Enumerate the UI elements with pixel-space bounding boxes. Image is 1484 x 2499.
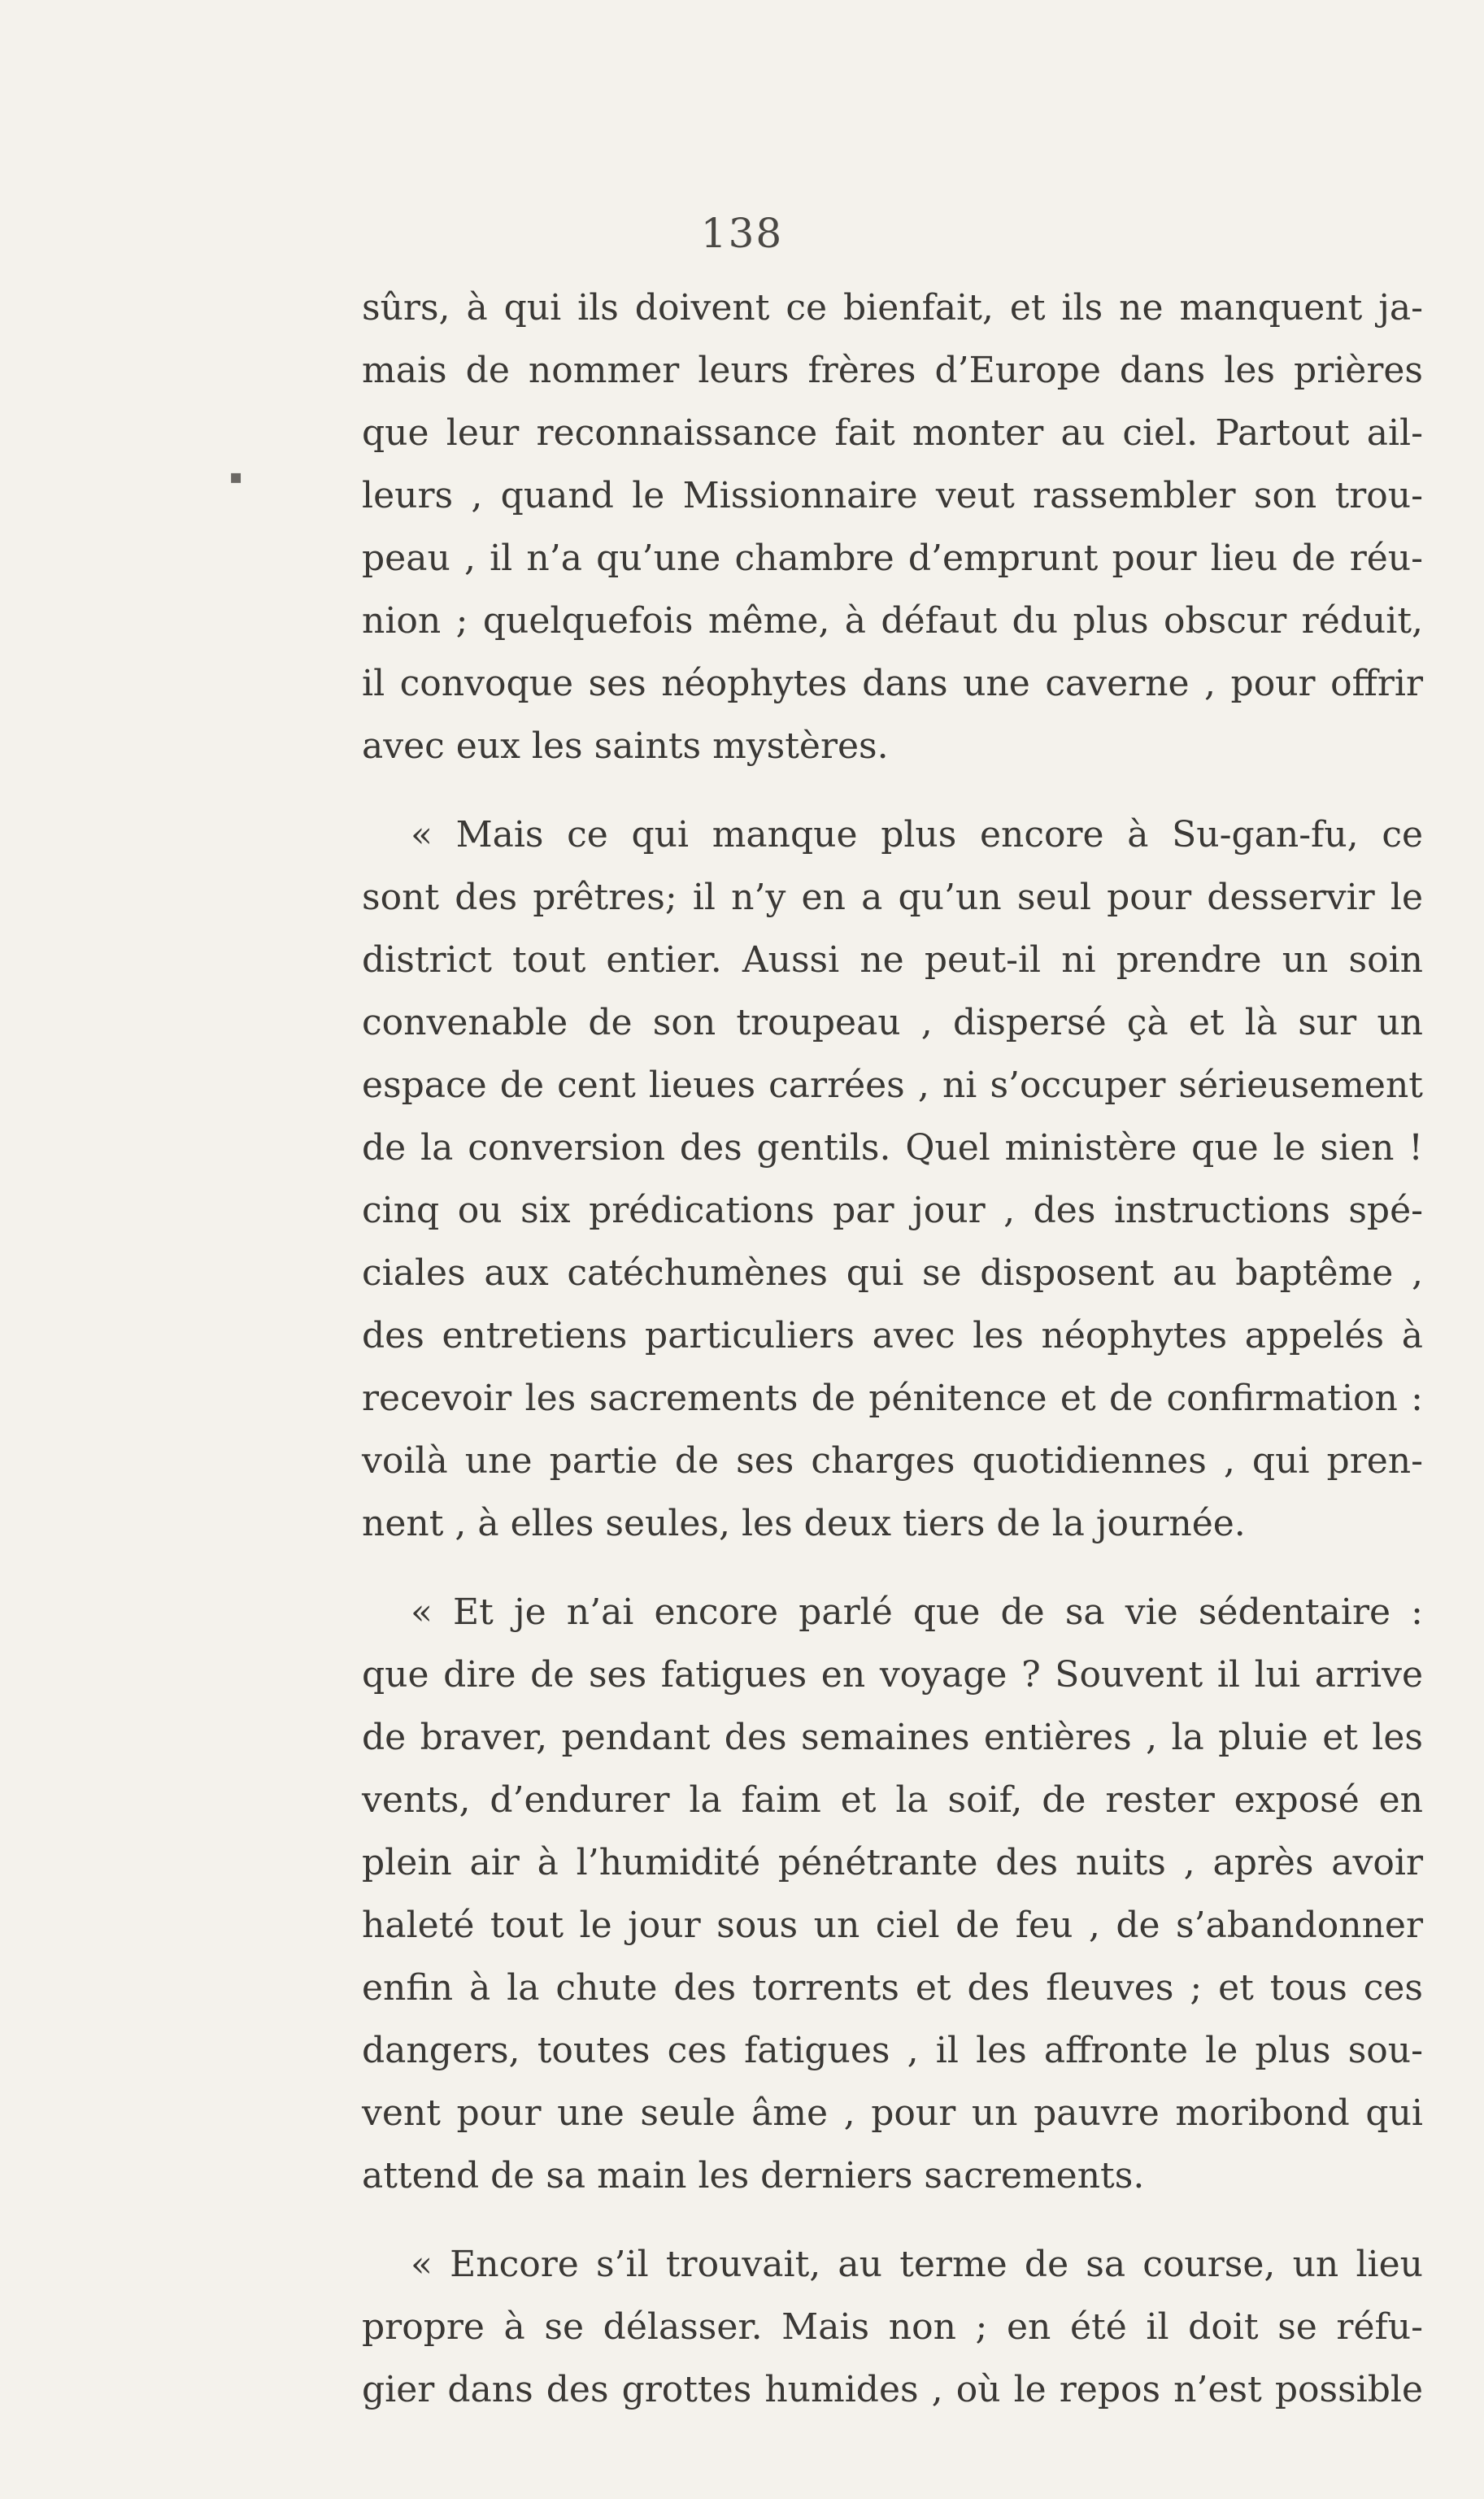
text-line: que leur reconnaissance fait monter au ciel. Partout ail- (362, 412, 1423, 454)
margin-mark: ▪ (229, 465, 243, 488)
text-line: des entretiens particuliers avec les néophytes appelés à (362, 1315, 1423, 1356)
text-line: « Encore s’il trouvait, au terme de sa course, un lieu (411, 2244, 1423, 2285)
text-line: mais de nommer leurs frères d’Europe dans les prières (362, 350, 1423, 391)
text-line: il convoque ses néophytes dans une caverne , pour offrir (362, 663, 1423, 704)
text-line: ciales aux catéchumènes qui se disposent au baptême , (362, 1252, 1423, 1294)
text-line: « Et je n’ai encore parlé que de sa vie sédentaire : (411, 1591, 1423, 1633)
text-line: « Mais ce qui manque plus encore à Su-gan-fu, ce (411, 814, 1423, 855)
text-line: convenable de son troupeau , dispersé çà et là sur un (362, 1002, 1423, 1043)
text-line: vents, d’endurer la faim et la soif, de rester exposé en (362, 1779, 1423, 1821)
text-line: sûrs, à qui ils doivent ce bienfait, et ils ne manquent ja- (362, 287, 1423, 329)
text-line: recevoir les sacrements de pénitence et de confirmation : (362, 1378, 1423, 1419)
text-line: nion ; quelquefois même, à défaut du plus obscur réduit, (362, 600, 1423, 642)
text-line: attend de sa main les derniers sacrements. (362, 2155, 1145, 2196)
text-line: haleté tout le jour sous un ciel de feu , de s’abandonner (362, 1905, 1423, 1946)
text-line: plein air à l’humidité pénétrante des nuits , après avoir (362, 1842, 1423, 1883)
text-line: district tout entier. Aussi ne peut-il ni prendre un soin (362, 939, 1423, 981)
text-line: avec eux les saints mystères. (362, 725, 889, 767)
text-line: de braver, pendant des semaines entières , la pluie et les (362, 1717, 1423, 1758)
text-line: vent pour une seule âme , pour un pauvre moribond qui (362, 2092, 1423, 2134)
paragraph (362, 803, 1423, 1555)
page-number: 138 (700, 210, 784, 257)
text-line: sont des prêtres; il n’y en a qu’un seul pour desservir le (362, 877, 1423, 918)
text-line: que dire de ses fatigues en voyage ? Souvent il lui arrive (362, 1654, 1423, 1696)
text-line: leurs , quand le Missionnaire veut rassembler son trou- (362, 475, 1423, 516)
text-line: gier dans des grottes humides , où le repos n’est possible (362, 2369, 1423, 2410)
paragraph (362, 1581, 1423, 2207)
paragraph (362, 276, 1423, 777)
text-line: nent , à elles seules, les deux tiers de la journée. (362, 1503, 1246, 1544)
text-line: peau , il n’a qu’une chambre d’emprunt pour lieu de réu- (362, 538, 1423, 579)
text-line: voilà une partie de ses charges quotidiennes , qui pren- (362, 1440, 1423, 1482)
text-line: espace de cent lieues carrées , ni s’occuper sérieusement (362, 1064, 1423, 1106)
body-text (362, 276, 1423, 2421)
paragraph (362, 2233, 1423, 2421)
text-line: propre à se délasser. Mais non ; en été il doit se réfu- (362, 2306, 1423, 2348)
text-line: dangers, toutes ces fatigues , il les affronte le plus sou- (362, 2030, 1423, 2071)
text-line: cinq ou six prédications par jour , des instructions spé- (362, 1190, 1423, 1231)
text-line: enfin à la chute des torrents et des fleuves ; et tous ces (362, 1967, 1423, 2009)
text-line: de la conversion des gentils. Quel ministère que le sien ! (362, 1127, 1423, 1169)
